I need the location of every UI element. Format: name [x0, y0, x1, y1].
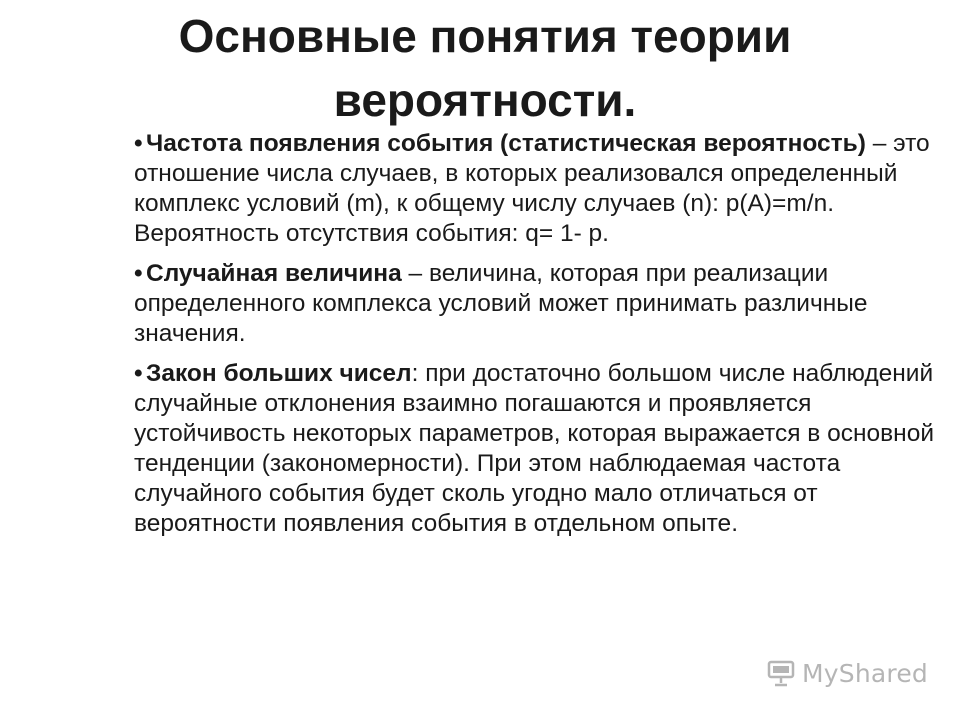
projector-screen-icon [766, 658, 796, 688]
title-dot: . [623, 74, 637, 126]
bullet-term: Закон больших чисел [146, 360, 412, 387]
bullet-text [134, 259, 954, 349]
bullet-mark: • [134, 130, 143, 157]
bullet-item-frequency [134, 129, 954, 249]
bullet-term: Случайная величина [146, 260, 402, 287]
bullet-mark: • [134, 260, 143, 287]
bullet-separator [402, 260, 409, 287]
title-line-2-text: вероятности [333, 74, 624, 126]
bullet-definition: – это отношение числа случаев, в которых реализовался определенный комплекс условий (m), к общему числу случаев (n): p(A)=m/n. Вероятность отсутствия события: q= 1- p. [134, 130, 930, 247]
watermark [766, 658, 928, 688]
bullet-text [134, 129, 954, 249]
bullet-separator [866, 130, 873, 157]
title-line-2 [90, 68, 880, 132]
slide-title [90, 4, 880, 132]
bullet-mark: • [134, 360, 143, 387]
bullet-item-random-variable [134, 259, 954, 349]
bullet-list [134, 129, 954, 549]
watermark-text: MyShared [802, 658, 928, 688]
bullet-definition: : при достаточно большом числе наблюдений случайные отклонения взаимно погашаются и проявляется устойчивость некоторых параметров, которая выражается в основной тенденции (закономерности). При этом наблюдаемая частота случайного события будет сколь угодно мало отличаться от вероятности появления события в отдельном опыте. [134, 360, 935, 537]
bullet-item-law-of-large-numbers [134, 359, 954, 539]
bullet-definition: – величина, которая при реализации определенного комплекса условий может принимать различные значения. [134, 260, 868, 347]
bullet-text [134, 359, 954, 539]
title-line-1: Основные понятия теории [178, 10, 792, 62]
bullet-term: Частота появления события (статистическая вероятность) [146, 130, 866, 157]
